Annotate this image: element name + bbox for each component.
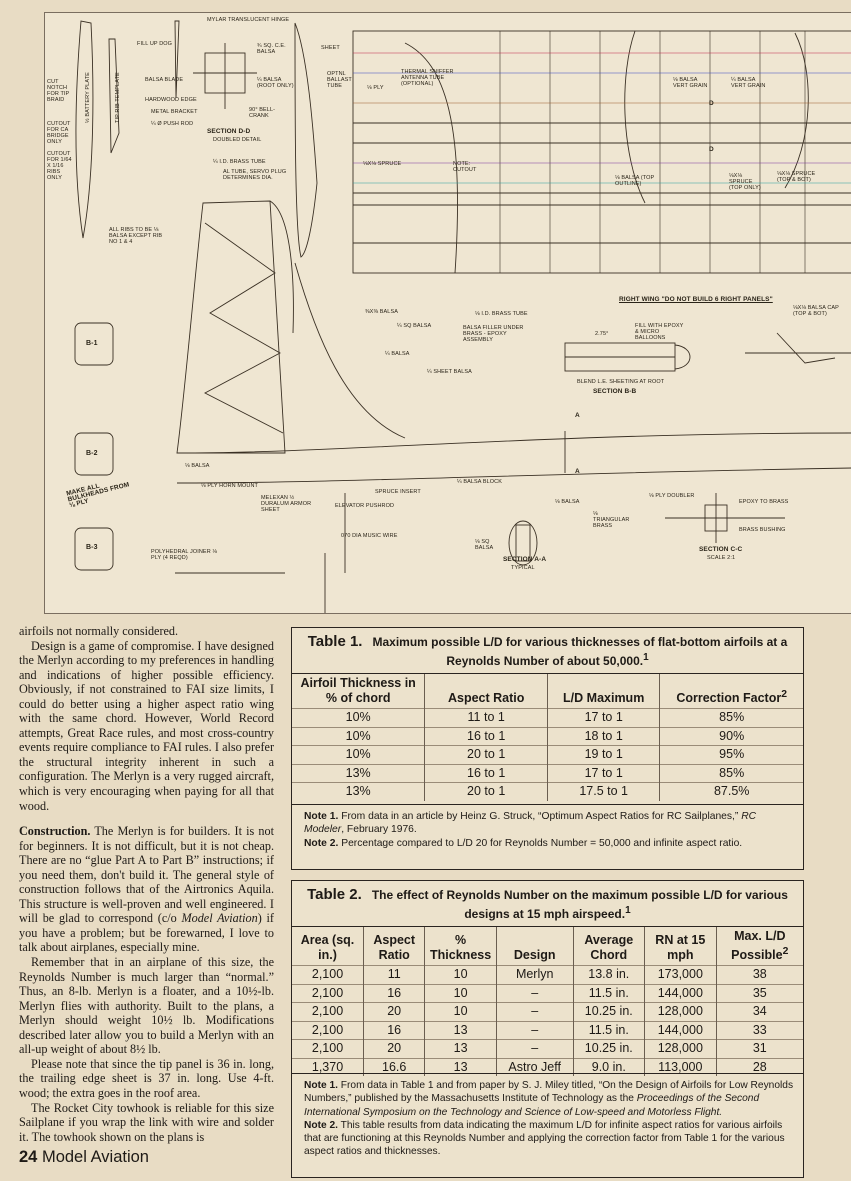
plan-label-deg: 2.75°	[595, 331, 609, 337]
table-2-cell: 2,100	[292, 966, 364, 985]
table-1	[291, 627, 804, 870]
table-2-cell: 31	[716, 1040, 803, 1059]
table-1-body	[292, 709, 803, 801]
table-2-cell: Merlyn	[496, 966, 573, 985]
plan-label-bal-horn: ¼ BALSA (ROOT ONLY)	[257, 77, 294, 89]
plan-label-ballast: OPTNL BALLAST TUBE	[327, 71, 352, 89]
table-2-cell: 10.25 in.	[573, 1040, 645, 1059]
table-1-cell: 16 to 1	[425, 727, 548, 746]
table-1-header: Airfoil Thickness in % of chord	[300, 676, 416, 705]
table-1-title: Table 1. Maximum possible L/D for various thicknesses of flat-bottom airfoils at a Reynolds Number of about 50,000.$^1$	[292, 628, 803, 674]
table-2-cell: 128,000	[645, 1003, 717, 1022]
table-2-cell: 35	[716, 984, 803, 1003]
plan-label-sq-balsa: ¾ SQ. C.E. BALSA	[257, 43, 286, 55]
table-1-cell: 13%	[292, 764, 425, 783]
table-2-cell: 128,000	[645, 1040, 717, 1059]
table-2-cell: 13	[425, 1040, 497, 1059]
table-1-cell: 85%	[660, 709, 803, 728]
plan-label-section-bb: SECTION B-B	[593, 388, 637, 395]
table-2-header: % Thickness	[425, 927, 497, 966]
plan-label-section-dd-sub: DOUBLED DETAIL	[213, 137, 262, 143]
table-1-cell: 17 to 1	[547, 709, 659, 728]
table-1-cell: 95%	[660, 746, 803, 765]
table-2-row	[292, 1040, 803, 1059]
table-2-cell: 173,000	[645, 966, 717, 985]
table-2	[291, 880, 804, 1178]
article-paragraph: Remember that in an airplane of this size, the Reynolds Number is much larger than “normal.” Thus, an 8-lb. Merlyn is a floater, and a 10½-lb. Merlyn flies with authority. Built to the plans, a Merlyn should weight 10½ lb. Modifications described later allow you to build a Merlyn with an all-up weight of about 8½ lb.	[19, 955, 274, 1057]
table-2-note-2: Note 2. This table results from data indicating the maximum L/D for infinite aspect ratios for various airfoils that are functioning at this Reynolds Number and applying the correction factor from Table 1 for the various aspect ratios and thicknesses.	[304, 1119, 785, 1158]
table-2-header: Aspect Ratio	[364, 927, 425, 966]
table-2-cell: 33	[716, 1021, 803, 1040]
plan-label-all-ribs: ALL RIBS TO BE ⅛ BALSA EXCEPT RIB NO 1 & 4	[109, 227, 163, 245]
table-2-cell: 2,100	[292, 984, 364, 1003]
table-2-cell: 144,000	[645, 1021, 717, 1040]
table-1-header: Aspect Ratio	[425, 674, 548, 709]
table-2-body	[292, 966, 803, 1077]
table-2-title: Table 2. The effect of Reynolds Number on the maximum possible L/D for various designs at 15 mph airspeed.$^1$	[292, 881, 803, 927]
table-1-cell: 11 to 1	[425, 709, 548, 728]
construction-heading: Construction.	[19, 824, 91, 839]
plan-label-b1: B-1	[86, 340, 98, 347]
table-1-row	[292, 727, 803, 746]
plan-label-b3: B-3	[86, 544, 98, 551]
table-2-cell: 16	[364, 1021, 425, 1040]
plan-label-balsa16: ⅛ BALSA	[185, 463, 210, 469]
table-2-grid	[292, 927, 803, 1076]
table-1-cell: 20 to 1	[425, 746, 548, 765]
plan-label-notch-cut: NOTE: CUTOUT	[453, 161, 477, 173]
table-2-cell: 2,100	[292, 1003, 364, 1022]
table-1-cell: 19 to 1	[547, 746, 659, 765]
table-2-header: Max. L/D Possible$^2$	[716, 927, 803, 966]
table-2-header: Area (sq. in.)	[300, 933, 355, 963]
plan-label-d-top: D	[709, 100, 714, 107]
plan-label-section-aa-sub: TYPICAL	[511, 565, 535, 571]
article-paragraph: Design is a game of compromise. I have designed the Merlyn according to my preferences in handling and indications of higher possible efficiency. Obviously, if not constrained to FAI size limits, I could do better using a higher aspect ratio wing with the same chord. However, World Record attempts, Great Race rules, and most cross-country events require compliance to FAI rules. I also prefer the structural integrity inherent in such a configuration. The Merlyn is a very rugged aircraft, which is very encouraging when paying for all that wood.	[19, 638, 274, 813]
table-1-header: Correction Factor$^2$	[660, 674, 803, 709]
table-1-cell: 16 to 1	[425, 764, 548, 783]
plan-label-fill-up: FILL UP DOG	[137, 41, 173, 47]
plan-label-cut-notch: CUT NOTCH FOR TIP BRAID	[47, 79, 70, 103]
table-1-cell: 10%	[292, 746, 425, 765]
plan-label-vert-grain: ⅛ BALSA VERT GRAIN	[673, 77, 708, 89]
table-2-cell: 2,100	[292, 1021, 364, 1040]
plan-label-tri: ⅛ TRIANGULAR BRASS	[593, 511, 630, 529]
table-1-cell: 85%	[660, 764, 803, 783]
article-paragraph: Please note that since the tip panel is 36 in. long, the trailing edge sheet is 37 in. long. Use 4-ft. wood; the extra goes in the roof area.	[19, 1056, 274, 1100]
plan-label-sqb: ⅛ SQ BALSA	[475, 539, 494, 551]
table-1-header: L/D Maximum	[547, 674, 659, 709]
table-2-cell: 10	[425, 984, 497, 1003]
table-1-cell: 13%	[292, 783, 425, 801]
plan-label-thermal: THERMAL SNIFFER ANTENNA TUBE (OPTIONAL)	[401, 69, 454, 87]
plan-label-ply-doubler: ⅛ PLY DOUBLER	[649, 493, 695, 499]
table-1-cell: 90%	[660, 727, 803, 746]
plan-label-balsa-blade: BALSA BLADE	[145, 77, 184, 83]
plan-label-al-tube: AL TUBE, SERVO PLUG DETERMINES DIA.	[223, 169, 287, 181]
table-1-grid	[292, 674, 803, 801]
table-1-row	[292, 746, 803, 765]
table-2-cell: 16	[364, 984, 425, 1003]
table-1-cell: 17.5 to 1	[547, 783, 659, 801]
table-1-cell: 10%	[292, 727, 425, 746]
table-2-cell: 13	[425, 1058, 497, 1076]
table-1-row	[292, 783, 803, 801]
plan-label-brass-tube2: ⅛ I.D. BRASS TUBE	[475, 311, 528, 317]
table-2-cell: 11	[364, 966, 425, 985]
plan-label-section-cc-sub: SCALE 2:1	[707, 555, 736, 561]
plan-label-spruce-top: ⅛X⅛ SPRUCE (TOP ONLY)	[729, 173, 761, 191]
table-1-cell: 17 to 1	[547, 764, 659, 783]
plan-label-brass-bushing: BRASS BUSHING	[739, 527, 786, 533]
article-column	[19, 624, 274, 1144]
table-2-row	[292, 1021, 803, 1040]
table-2-cell: 11.5 in.	[573, 1021, 645, 1040]
table-2-cell: 11.5 in.	[573, 984, 645, 1003]
table-2-cell: –	[496, 1021, 573, 1040]
plan-label-cap: ⅛X⅛ BALSA CAP (TOP & BOT)	[793, 305, 839, 317]
table-2-cell: 20	[364, 1003, 425, 1022]
table-2-cell: 28	[716, 1058, 803, 1076]
article-paragraph-construction: Construction. The Merlyn is for builders. It is not for beginners. It is not difficult, but it is not cheap. There are no “glue Part A to Part B” instructions; if you need them, don't build it. The general style of construction follows that of the Airtronics Aquila. This structure is well-proven and well engineered. I will be glad to correspond (c/o Model Aviation) if you have a problem; but be forewarned, I love to talk about airplanes, especially mine.	[19, 824, 274, 955]
table-1-row	[292, 709, 803, 728]
plan-label-balsa-block: ¼ BALSA BLOCK	[457, 479, 503, 485]
plan-label-ply: ⅛ PLY	[367, 85, 384, 91]
plan-drawing	[44, 12, 851, 614]
page-number: 24	[19, 1148, 38, 1166]
article-paragraph: airfoils not normally considered.	[19, 624, 179, 638]
plan-label-fill-epoxy: FILL WITH EPOXY & MICRO BALLOONS	[635, 323, 684, 341]
table-2-cell: 20	[364, 1040, 425, 1059]
table-2-header: Average Chord	[573, 927, 645, 966]
table-1-note-2: Note 2. Percentage compared to L/D 20 for Reynolds Number = 50,000 and infinite aspect ratio.	[304, 837, 743, 849]
plan-label-bal32: ⅜X⅜ BALSA	[365, 309, 399, 315]
table-2-cell: 38	[716, 966, 803, 985]
table-2-cell: Astro Jeff	[496, 1058, 573, 1076]
page-footer	[19, 1148, 149, 1167]
table-2-cell: –	[496, 984, 573, 1003]
table-2-row	[292, 966, 803, 985]
table-1-note-1: Note 1. From data in an article by Heinz G. Struck, “Optimum Aspect Ratios for RC Sailplanes,” RC Modeler, February 1976.	[304, 811, 757, 836]
plan-label-spruce-insert: SPRUCE INSERT	[375, 489, 421, 495]
plan-label-pushrod: ¼ Ø PUSH ROD	[151, 121, 194, 127]
magazine-name: Model Aviation	[41, 1148, 149, 1166]
plan-label-a-bottom: A	[575, 468, 580, 475]
plan-label-sheet-balsa: ¼ SHEET BALSA	[427, 369, 472, 375]
plan-label-metal-bracket: METAL BRACKET	[151, 109, 198, 115]
plan-label-section-cc: SECTION C-C	[699, 546, 743, 553]
table-2-row	[292, 984, 803, 1003]
plan-label-vert-grain2: ¼ BALSA VERT GRAIN	[731, 77, 766, 89]
plan-label-hardwood: HARDWOOD EDGE	[145, 97, 197, 103]
table-2-cell: 13.8 in.	[573, 966, 645, 985]
table-2-row	[292, 1003, 803, 1022]
plan-label-ply-horn: ⅛ PLY HORN MOUNT	[201, 483, 259, 489]
table-1-notes	[292, 804, 803, 869]
table-1-cell: 20 to 1	[425, 783, 548, 801]
plan-label-bulkheads: MAKE ALL BULKHEADS FROM ⅛ PLY	[65, 481, 131, 510]
plan-label-tip-rib: TIP RIB TEMPLATE	[115, 72, 121, 123]
plan-label-mylar: MYLAR TRANSLUCENT HINGE	[207, 17, 290, 23]
plan-label-elevator: ELEVATOR PUSHROD	[335, 503, 395, 509]
table-2-note-1: Note 1. From data in Table 1 and from paper by S. J. Miley titled, “On the Design of Airfoils for Low Reynolds Numbers,” published by the Massachusetts Institute of Technology as the Proceedings of the Second International Symposium on the Technology and Science of Low-speed and Motorless Flight.	[304, 1080, 794, 1118]
table-2-cell: 1,370	[292, 1058, 364, 1076]
table-2-header: RN at 15 mph	[645, 927, 717, 966]
table-1-cell: 10%	[292, 709, 425, 728]
plan-label-cutout-only: CUTOUT FOR 1/64 X 1/16 RIBS ONLY	[47, 151, 72, 181]
table-2-cell: –	[496, 1003, 573, 1022]
plan-label-sheet: SHEET	[321, 45, 340, 51]
plan-label-battery: ½ BATTERY PLATE	[85, 72, 91, 123]
table-2-cell: 144,000	[645, 984, 717, 1003]
table-2-cell: 10	[425, 966, 497, 985]
plan-label-bellcrank: 90° BELL-CRANK	[249, 107, 276, 119]
article-paragraph: The Rocket City towhook is reliable for this size Sailplane if you wrap the link with wire and solder it. The towhook shown on the plans is	[19, 1100, 274, 1144]
plan-label-brass-tube: ¼ I.D. BRASS TUBE	[213, 159, 266, 165]
plan-label-cutout-ca: CUTOUT FOR CA BRIDGE ONLY	[47, 121, 71, 145]
table-2-cell: 10	[425, 1003, 497, 1022]
plan-label-music-wire: 070 DIA MUSIC WIRE	[341, 533, 398, 539]
plan-label-section-dd: SECTION D-D	[207, 128, 251, 135]
plan-label-b2: B-2	[86, 450, 98, 457]
plan-label-right-wing: RIGHT WING "DO NOT BUILD 6 RIGHT PANELS"	[619, 296, 773, 303]
table-1-cell: 87.5%	[660, 783, 803, 801]
plan-label-spruce-tb: ⅛X⅛ SPRUCE (TOP & BOT)	[777, 171, 816, 183]
plan-label-balsa-aa: ⅛ BALSA	[555, 499, 580, 505]
plan-label-balsa-filler: BALSA FILLER UNDER BRASS - EPOXY ASSEMBLY	[463, 325, 524, 343]
table-2-cell: 113,000	[645, 1058, 717, 1076]
table-2-header: Design	[496, 927, 573, 966]
plan-label-sq-balsa2: ¼ SQ BALSA	[397, 323, 432, 329]
table-2-cell: 13	[425, 1021, 497, 1040]
plan-label-d-bottom: D	[709, 146, 714, 153]
table-2-cell: 10.25 in.	[573, 1003, 645, 1022]
table-2-cell: –	[496, 1040, 573, 1059]
plan-label-polyhedral: POLYHEDRAL JOINER ⅛ PLY (4 REQD)	[151, 549, 218, 561]
table-2-cell: 34	[716, 1003, 803, 1022]
table-2-cell: 2,100	[292, 1040, 364, 1059]
plan-label-section-aa: SECTION A-A	[503, 556, 547, 563]
plan-label-spruce: ⅛X⅛ SPRUCE	[363, 161, 402, 167]
table-1-cell: 18 to 1	[547, 727, 659, 746]
plan-label-a-top: A	[575, 412, 580, 419]
plan-label-epoxy: EPOXY TO BRASS	[739, 499, 789, 505]
plan-linework	[45, 13, 851, 613]
plan-label-melinex: MELEXAN ½ DURALUM ARMOR SHEET	[261, 495, 312, 513]
plan-label-bal14: ¼ BALSA	[385, 351, 410, 357]
table-1-row	[292, 764, 803, 783]
table-2-notes	[292, 1073, 803, 1177]
table-2-cell: 9.0 in.	[573, 1058, 645, 1076]
plan-label-top-outline: ⅛ BALSA (TOP OUTLINE)	[615, 175, 655, 187]
plan-label-blend-le: BLEND L.E. SHEETING AT ROOT	[577, 379, 665, 385]
table-2-cell: 16.6	[364, 1058, 425, 1076]
